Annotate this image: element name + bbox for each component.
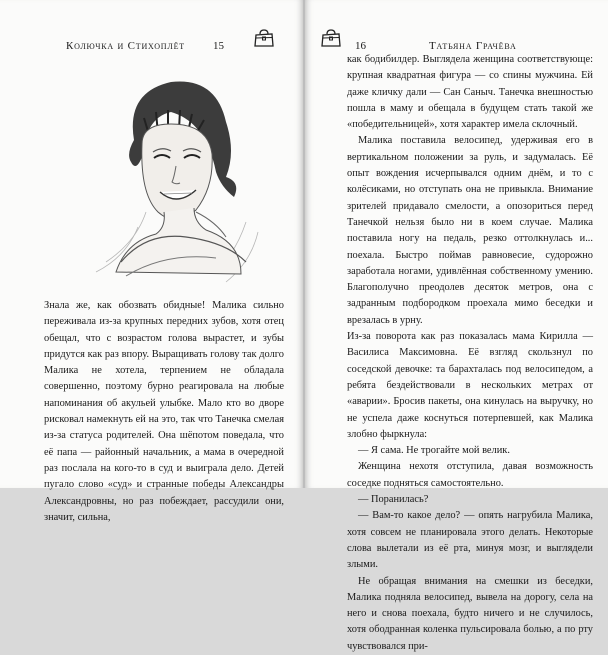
paragraph: Не обращая внимания на смешки из беседки, Малика подняла велосипед, вывела на дорогу, села на него и снова поехала, будто ничего и не случилось, хотя ободранная коленка пульсировала болью, а по рту чувствовался при- xyxy=(347,575,593,652)
left-page-text xyxy=(44,298,284,526)
running-head-left: Колючка и Стихоплёт xyxy=(66,40,185,52)
schoolbag-icon xyxy=(320,28,342,48)
paragraph: Малика поставила велосипед, удерживая его в вертикальном положении за руль, и задумалась. Её опыт вождения исчерпывался одним днём, и то с колёсиками, но отступать она не привыкла. Внимание зрителей придавало смелости, а опозориться перед Танечкой нельзя было ни в коем случае. Малика поставила ногу на педаль, резко оттолкнулась и... поехала. Быстро поймав равновесие, судорожно заработала ногами, удивлённая собственному умению. Благополучно преодолев десяток метров, она с задранным подбородком проехала мимо беседки и врезалась в урну. xyxy=(347,135,593,326)
left-page xyxy=(0,0,303,523)
page-number-right: 16 xyxy=(355,40,366,52)
right-page-text xyxy=(347,52,593,655)
girl-portrait-illustration xyxy=(76,62,272,288)
paragraph: Из-за поворота как раз показалась мама Кирилла — Василиса Максимовна. Её взгляд скользнул по соседской девочке: та барахталась под велосипедом, а ребята бездействовали в нескольких метрах от «аварии». Бросив пакеты, она кинулась на выручку, но не успела даже коснуться потерпевшей, как Малика злобно фыркнула: xyxy=(347,331,593,440)
schoolbag-icon xyxy=(253,28,275,48)
paragraph: Знала же, как обозвать обидные! Малика сильно переживала из-за крупных передних зубов, хотя отец обещал, что с возрастом голова вырастет, и зубы придутся как раз впору. Выращивать голову так долго Малика не хотела, терпением не обладала совершенно, поэтому бурно реагировала на любые напоминания об акульей улыбке. Мало кто во дворе рисковал намекнуть ей на это, так что Танечка смелая из-за статуса родителей. Она шёпотом поведала, что её папа — районный начальник, а мама в очередной раз послала на кого-то в суд и выиграла дело. Детей пугало слово «суд» и странные победы Александры Александровны, но раз побеждает, рассудили они, значит, сильна, xyxy=(44,300,284,523)
paragraph: — Поранилась? xyxy=(358,494,429,506)
paragraph: — Вам-то какое дело? — опять нагрубила Малика, хотя совсем не планировала этого делать. Некоторые слова вылетали из её рта, минуя мозг, и выглядели злыми. xyxy=(347,510,593,571)
paragraph: — Я сама. Не трогайте мой велик. xyxy=(358,445,510,457)
paragraph: как бодибилдер. Выглядела женщина соответствующе: крупная квадратная фигура — со спины мужчина. Ей даже кличку дали — Сан Саныч. Танечка внешностью пошла в маму и обещала в будущем стать такой же «победительницей», хотя характер имела склочный. xyxy=(347,54,593,131)
running-head-right: Татьяна Грачёва xyxy=(429,40,517,52)
paragraph: Женщина нехотя отступила, давая возможность соседке подняться самостоятельно. xyxy=(347,461,593,489)
page-number-left: 15 xyxy=(213,40,224,52)
right-page xyxy=(305,0,608,652)
